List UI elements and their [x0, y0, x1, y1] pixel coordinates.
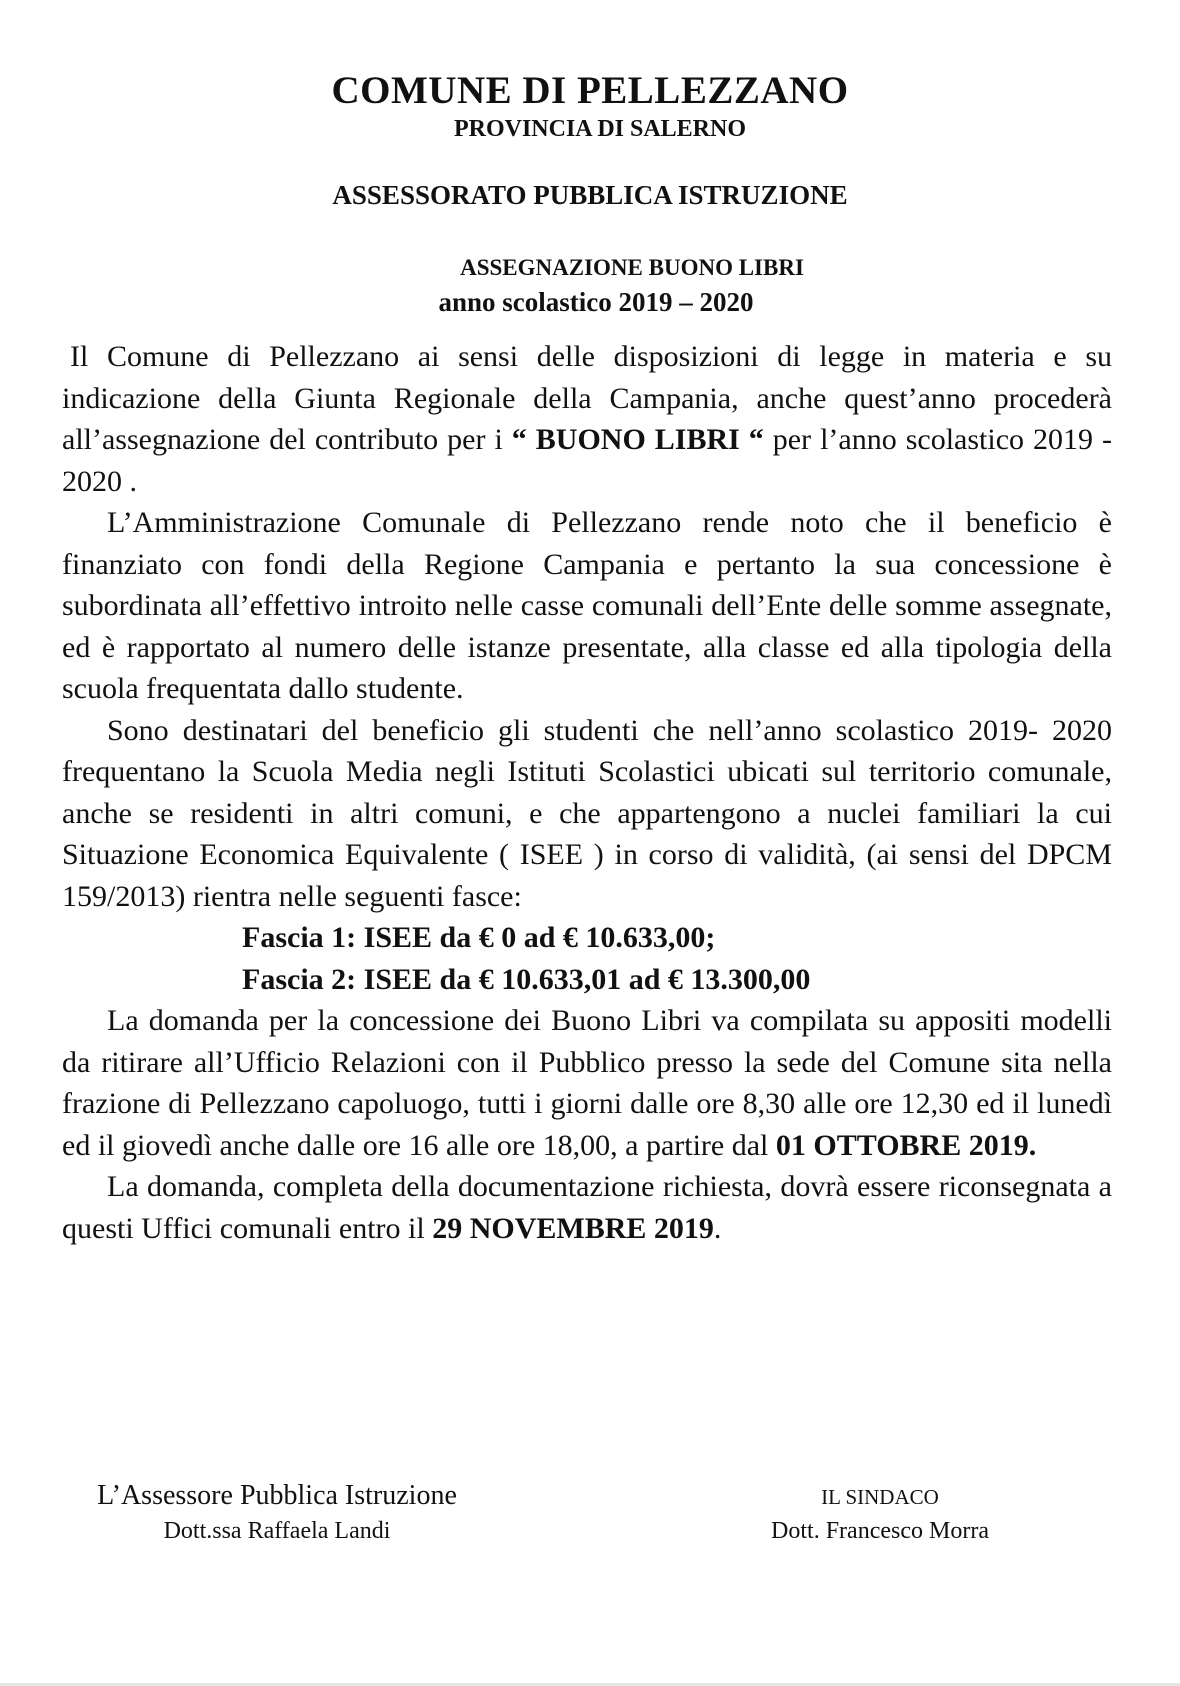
paragraph-recipients: Sono destinatari del beneficio gli studenti che nell’anno scolastico 2019- 2020 frequentano la Scuola Media negli Istituti Scolastici ubicati sul territorio comunale, anche se residenti in altri comuni, e che appartengono a nuclei familiari la cui Situazione Economica Equivalente ( ISEE ) in corso di validità, (ai sensi del DPCM 159/2013) rientra nelle seguenti fasce:: [62, 713, 1112, 913]
paragraph-intro-tail: per l’anno scolastico 2019 - 2020 .: [62, 423, 1112, 498]
mayor-role: IL SINDACO: [821, 1485, 939, 1509]
assessor-role: L’Assessore Pubblica Istruzione: [97, 1480, 457, 1511]
notice-title: ASSEGNAZIONE BUONO LIBRI: [460, 255, 804, 280]
paragraph-application-text: La domanda per la concessione dei Buono Libri va compilata su appositi modelli da ritirare all’Ufficio Relazioni con il Pubblico presso la sede del Comune sita nella frazione di Pellezzano capoluogo, tutti i giorni dalle ore 8,30 alle ore 12,30 ed il lunedì ed il giovedì anche dalle ore 16 alle ore 18,00, a partire dal: [62, 1004, 1112, 1162]
paragraph-deadline-tail: .: [713, 1211, 722, 1245]
paragraph-intro: [62, 336, 1112, 502]
deadline-date: 29 NOVEMBRE 2019: [432, 1211, 714, 1245]
assessor-name: Dott.ssa Raffaela Landi: [163, 1518, 391, 1544]
municipality-title: COMUNE DI PELLEZZANO: [331, 69, 849, 112]
paragraph-application: [62, 1000, 1112, 1166]
paragraph-funding: L’Amministrazione Comunale di Pellezzano rende noto che il beneficio è finanziato con fondi della Regione Campania e pertanto la sua concessione è subordinata all’effettivo introito nelle casse comunali dell’Ente delle somme assegnate, ed è rapportato al numero delle istanze presentate, alla classe ed alla tipologia della scuola frequentata dallo studente.: [62, 506, 1112, 705]
fascia-2: Fascia 2: ISEE da € 10.633,01 ad € 13.300,00: [242, 962, 811, 996]
paragraph-deadline: [62, 1166, 1112, 1249]
paragraph-intro-text: Il Comune di Pellezzano ai sensi delle disposizioni di legge in materia e su indicazione della Giunta Regionale della Campania, anche quest’anno procederà all’assegnazione del contributo per i: [62, 340, 1112, 456]
start-date: 01 OTTOBRE 2019.: [775, 1128, 1037, 1162]
assessor-signature-block: [62, 1480, 492, 1545]
mayor-name: Dott. Francesco Morra: [771, 1518, 989, 1544]
mayor-signature-block: [730, 1485, 1030, 1545]
school-year: anno scolastico 2019 – 2020: [438, 287, 754, 317]
buono-libri-emphasis: “ BUONO LIBRI “: [511, 423, 764, 456]
department-heading: ASSESSORATO PUBBLICA ISTRUZIONE: [332, 180, 848, 210]
province-subtitle: PROVINCIA DI SALERNO: [453, 116, 747, 142]
notice-body: [62, 336, 1112, 1249]
fascia-1: Fascia 1: ISEE da € 0 ad € 10.633,00;: [242, 921, 716, 954]
paragraph-deadline-text: La domanda, completa della documentazione richiesta, dovrà essere riconsegnata a questi Uffici comunali entro il: [62, 1170, 1112, 1245]
